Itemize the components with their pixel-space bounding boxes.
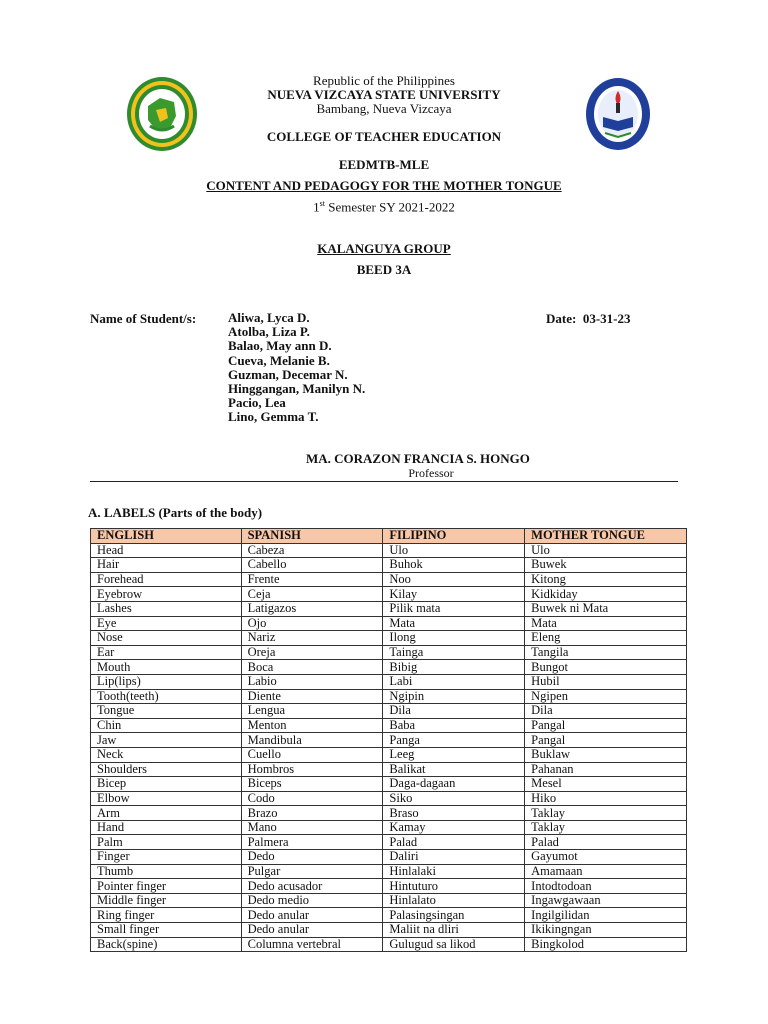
table-row [91,835,687,850]
english-cell: Head [91,543,242,558]
table-body [91,543,687,952]
spanish-cell: Pulgar [241,864,383,879]
english-cell: Lashes [91,601,242,616]
filipino-cell: Daga-dagaan [383,777,525,792]
table-row [91,660,687,675]
table-row [91,937,687,952]
mother-tongue-cell: Buwek ni Mata [525,601,687,616]
student-name: Balao, May ann D. [228,338,332,354]
english-cell: Lip(lips) [91,674,242,689]
mother-tongue-cell: Hiko [525,791,687,806]
english-cell: Jaw [91,733,242,748]
table-row [91,806,687,821]
filipino-cell: Siko [383,791,525,806]
mother-tongue-cell: Ngipen [525,689,687,704]
professor-name: MA. CORAZON FRANCIA S. HONGO [306,451,530,466]
table-row [91,879,687,894]
spanish-cell: Oreja [241,645,383,660]
filipino-cell: Labi [383,674,525,689]
student-name: Pacio, Lea [228,395,286,411]
filipino-cell: Kilay [383,587,525,602]
english-cell: Hair [91,558,242,573]
student-name: Atolba, Liza P. [228,324,310,340]
table-row [91,791,687,806]
table-row [91,631,687,646]
table-row [91,601,687,616]
english-cell: Pointer finger [91,879,242,894]
spanish-cell: Dedo anular [241,908,383,923]
student-name: Lino, Gemma T. [228,409,319,425]
english-cell: Bicep [91,777,242,792]
date-label: Date: [546,311,577,326]
student-name: Hinggangan, Manilyn N. [228,381,366,397]
spanish-cell: Biceps [241,777,383,792]
filipino-cell: Palasingsingan [383,908,525,923]
course-code: EEDMTB-MLE [338,157,430,172]
spanish-cell: Diente [241,689,383,704]
mother-tongue-cell: Ulo [525,543,687,558]
filipino-cell: Maliit na dliri [383,923,525,938]
table-row [91,543,687,558]
english-cell: Chin [91,718,242,733]
english-cell: Elbow [91,791,242,806]
spanish-cell: Nariz [241,631,383,646]
semester-superscript: st [319,199,325,208]
table-row [91,645,687,660]
english-cell: Back(spine) [91,937,242,952]
date-field [546,311,631,327]
spanish-cell: Cabello [241,558,383,573]
filipino-cell: Ngipin [383,689,525,704]
header-mother-tongue: MOTHER TONGUE [525,529,687,544]
mother-tongue-cell: Bungot [525,660,687,675]
mother-tongue-cell: Palad [525,835,687,850]
filipino-cell: Panga [383,733,525,748]
table-row [91,587,687,602]
filipino-cell: Bibig [383,660,525,675]
table-row [91,674,687,689]
filipino-cell: Ulo [383,543,525,558]
english-cell: Small finger [91,923,242,938]
semester-text: Semester SY 2021-2022 [324,199,455,215]
mother-tongue-cell: Kitong [525,572,687,587]
table-row [91,558,687,573]
filipino-cell: Dila [383,704,525,719]
semester-number: 1 [313,199,320,215]
mother-tongue-cell: Ingawgawaan [525,893,687,908]
filipino-cell: Tainga [383,645,525,660]
republic-line: Republic of the Philippines [313,73,455,88]
university-name: NUEVA VIZCAYA STATE UNIVERSITY [267,87,501,102]
table-row [91,864,687,879]
mother-tongue-cell: Tangila [525,645,687,660]
spanish-cell: Dedo acusador [241,879,383,894]
spanish-cell: Dedo anular [241,923,383,938]
spanish-cell: Ojo [241,616,383,631]
mother-tongue-cell: Ingilgilidan [525,908,687,923]
student-list [228,311,365,425]
english-cell: Nose [91,631,242,646]
filipino-cell: Balikat [383,762,525,777]
student-name: Guzman, Decemar N. [228,366,348,382]
spanish-cell: Lengua [241,704,383,719]
header-spanish: SPANISH [241,529,383,544]
filipino-cell: Mata [383,616,525,631]
spanish-cell: Dedo [241,850,383,865]
divider-line [90,481,678,482]
mother-tongue-cell: Taklay [525,820,687,835]
mother-tongue-cell: Dila [525,704,687,719]
filipino-cell: Braso [383,806,525,821]
spanish-cell: Latigazos [241,601,383,616]
mother-tongue-cell: Pahanan [525,762,687,777]
mother-tongue-cell: Bingkolod [525,937,687,952]
spanish-cell: Mano [241,820,383,835]
mother-tongue-cell: Buwek [525,558,687,573]
semester-line [0,199,768,215]
mother-tongue-cell: Hubil [525,674,687,689]
mother-tongue-cell: Mesel [525,777,687,792]
table-row [91,689,687,704]
filipino-cell: Buhok [383,558,525,573]
mother-tongue-cell: Intodtodoan [525,879,687,894]
student-name: Cueva, Melanie B. [228,352,330,368]
table-row [91,908,687,923]
english-cell: Eyebrow [91,587,242,602]
filipino-cell: Kamay [383,820,525,835]
spanish-cell: Columna vertebral [241,937,383,952]
spanish-cell: Frente [241,572,383,587]
table-header-row [91,529,687,544]
course-title: CONTENT AND PEDAGOGY FOR THE MOTHER TONGUE [206,178,562,193]
filipino-cell: Leeg [383,747,525,762]
table-row [91,572,687,587]
table-row [91,762,687,777]
spanish-cell: Brazo [241,806,383,821]
section-a-heading: A. LABELS (Parts of the body) [88,505,263,520]
mother-tongue-cell: Pangal [525,718,687,733]
table-row [91,718,687,733]
mother-tongue-cell: Amamaan [525,864,687,879]
mother-tongue-cell: Kidkiday [525,587,687,602]
section-name: BEED 3A [356,262,412,277]
body-parts-table [90,528,687,952]
table-row [91,777,687,792]
filipino-cell: Daliri [383,850,525,865]
spanish-cell: Hombros [241,762,383,777]
english-cell: Neck [91,747,242,762]
filipino-cell: Hintuturo [383,879,525,894]
header-english: ENGLISH [91,529,242,544]
mother-tongue-cell: Mata [525,616,687,631]
table-row [91,616,687,631]
mother-tongue-cell: Pangal [525,733,687,748]
professor-title: Professor [408,466,454,480]
filipino-cell: Hinlalato [383,893,525,908]
english-cell: Thumb [91,864,242,879]
spanish-cell: Boca [241,660,383,675]
group-name: KALANGUYA GROUP [317,241,451,256]
college-name: COLLEGE OF TEACHER EDUCATION [266,129,502,144]
spanish-cell: Ceja [241,587,383,602]
filipino-cell: Gulugud sa likod [383,937,525,952]
english-cell: Ring finger [91,908,242,923]
table-row [91,733,687,748]
header-filipino: FILIPINO [383,529,525,544]
student-name: Aliwa, Lyca D. [228,310,310,325]
mother-tongue-cell: Buklaw [525,747,687,762]
english-cell: Forehead [91,572,242,587]
table-row [91,704,687,719]
spanish-cell: Labio [241,674,383,689]
university-location: Bambang, Nueva Vizcaya [316,101,452,116]
english-cell: Arm [91,806,242,821]
english-cell: Hand [91,820,242,835]
filipino-cell: Ilong [383,631,525,646]
english-cell: Finger [91,850,242,865]
english-cell: Ear [91,645,242,660]
mother-tongue-cell: Ikikingngan [525,923,687,938]
english-cell: Palm [91,835,242,850]
filipino-cell: Hinlalaki [383,864,525,879]
mother-tongue-cell: Eleng [525,631,687,646]
spanish-cell: Cabeza [241,543,383,558]
table-row [91,747,687,762]
spanish-cell: Palmera [241,835,383,850]
spanish-cell: Dedo medio [241,893,383,908]
english-cell: Middle finger [91,893,242,908]
filipino-cell: Baba [383,718,525,733]
english-cell: Mouth [91,660,242,675]
mother-tongue-cell: Gayumot [525,850,687,865]
english-cell: Tongue [91,704,242,719]
spanish-cell: Menton [241,718,383,733]
filipino-cell: Palad [383,835,525,850]
spanish-cell: Mandibula [241,733,383,748]
english-cell: Eye [91,616,242,631]
english-cell: Tooth(teeth) [91,689,242,704]
date-value: 03-31-23 [582,311,631,326]
english-cell: Shoulders [91,762,242,777]
students-label: Name of Student/s: [90,311,197,326]
spanish-cell: Cuello [241,747,383,762]
table-row [91,893,687,908]
filipino-cell: Noo [383,572,525,587]
table-row [91,820,687,835]
mother-tongue-cell: Taklay [525,806,687,821]
spanish-cell: Codo [241,791,383,806]
filipino-cell: Pilik mata [383,601,525,616]
table-row [91,923,687,938]
table-row [91,850,687,865]
